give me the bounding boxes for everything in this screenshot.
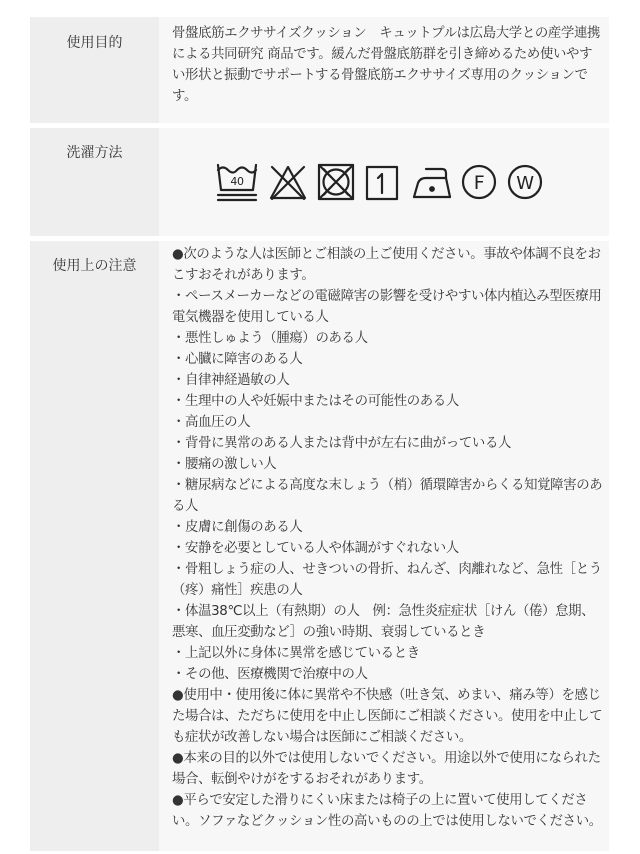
note-line: ●使用中・使用後に体に異常や不快感（吐き気、めまい、痛み等）を感じた場合は、ただちに使用を中止し医師にご相談ください。使用を中止しても症状が改善しない場合は医師にご相談ください。 bbox=[172, 688, 603, 745]
note-line: ・悪性しゅよう（腫瘍）のある人 bbox=[172, 331, 368, 346]
note-line: ●次のような人は医師とご相談の上ご使用ください。事故や体調不良をおこすおそれがあります。 bbox=[172, 247, 601, 283]
notes-label: 使用上の注意 bbox=[30, 241, 159, 851]
washing-icons-cell bbox=[159, 128, 609, 236]
note-line: ・安静を必要としている人や体調がすぐれない人 bbox=[172, 541, 459, 556]
no-tumble-dry-icon bbox=[319, 165, 353, 199]
row-notes bbox=[30, 241, 609, 851]
dryclean-f-icon bbox=[463, 166, 495, 198]
wetclean-letter: W bbox=[516, 173, 534, 194]
washing-label: 洗濯方法 bbox=[30, 128, 159, 236]
info-table bbox=[30, 17, 609, 851]
note-line: ・糖尿病などによる高度な末しょう（梢）循環障害からくる知覚障害のある人 bbox=[172, 478, 603, 514]
note-line: ●平らで安定した滑りにくい床または椅子の上に置いて使用してください。ソファなどクッション性の高いものの上では使用しないでください。 bbox=[172, 793, 602, 829]
note-line: ・その他、医療機関で治療中の人 bbox=[172, 667, 368, 682]
note-line: ・腰痛の激しい人 bbox=[172, 457, 277, 472]
note-line: ・高血圧の人 bbox=[172, 415, 251, 430]
note-line: ・皮膚に創傷のある人 bbox=[172, 520, 303, 535]
note-line: ・ペースメーカーなどの電磁障害の影響を受けやすい体内植込み型医療用電気機器を使用している人 bbox=[172, 289, 602, 325]
note-line: ・上記以外に身体に異常を感じているとき bbox=[172, 646, 420, 661]
wash-40-icon bbox=[218, 165, 256, 200]
wash-temp-label: 40 bbox=[230, 175, 244, 188]
row-purpose bbox=[30, 17, 609, 128]
note-line: ●本来の目的以外では使用しないでください。用途以外で使用になられた場合、転倒やけがをするおそれがあります。 bbox=[172, 751, 601, 787]
notes-text bbox=[159, 241, 609, 851]
low-iron-icon bbox=[414, 169, 450, 197]
purpose-label: 使用目的 bbox=[30, 17, 159, 123]
wetclean-w-icon bbox=[509, 166, 541, 198]
note-line: ・自律神経過敏の人 bbox=[172, 373, 290, 388]
note-line: ・生理中の人や妊娠中またはその可能性のある人 bbox=[172, 394, 459, 409]
line-dry-icon bbox=[367, 167, 397, 199]
care-icons bbox=[216, 161, 546, 205]
row-washing bbox=[30, 128, 609, 241]
note-line: ・心臓に障害のある人 bbox=[172, 352, 303, 367]
no-bleach-icon bbox=[271, 167, 305, 199]
purpose-text: 骨盤底筋エクササイズクッション キュットプルは広島大学との産学連携による共同研究 商品です。緩んだ骨盤底筋群を引き締めるため使いやすい形状と振動でサポートする骨盤底筋エクササイズ専用のクッションです。 bbox=[159, 17, 609, 123]
note-line: ・背骨に異常のある人または背中が左右に曲がっている人 bbox=[172, 436, 512, 451]
dryclean-letter: F bbox=[473, 172, 485, 194]
note-line: ・体温38℃以上（有熱期）の人 例：急性炎症症状［けん（倦）怠期、悪寒、血圧変動など］の強い時期、衰弱しているとき bbox=[172, 604, 595, 640]
note-line: ・骨粗しょう症の人、せきついの骨折、ねんざ、肉離れなど、急性［とう（疼）痛性］疾患の人 bbox=[172, 562, 602, 598]
